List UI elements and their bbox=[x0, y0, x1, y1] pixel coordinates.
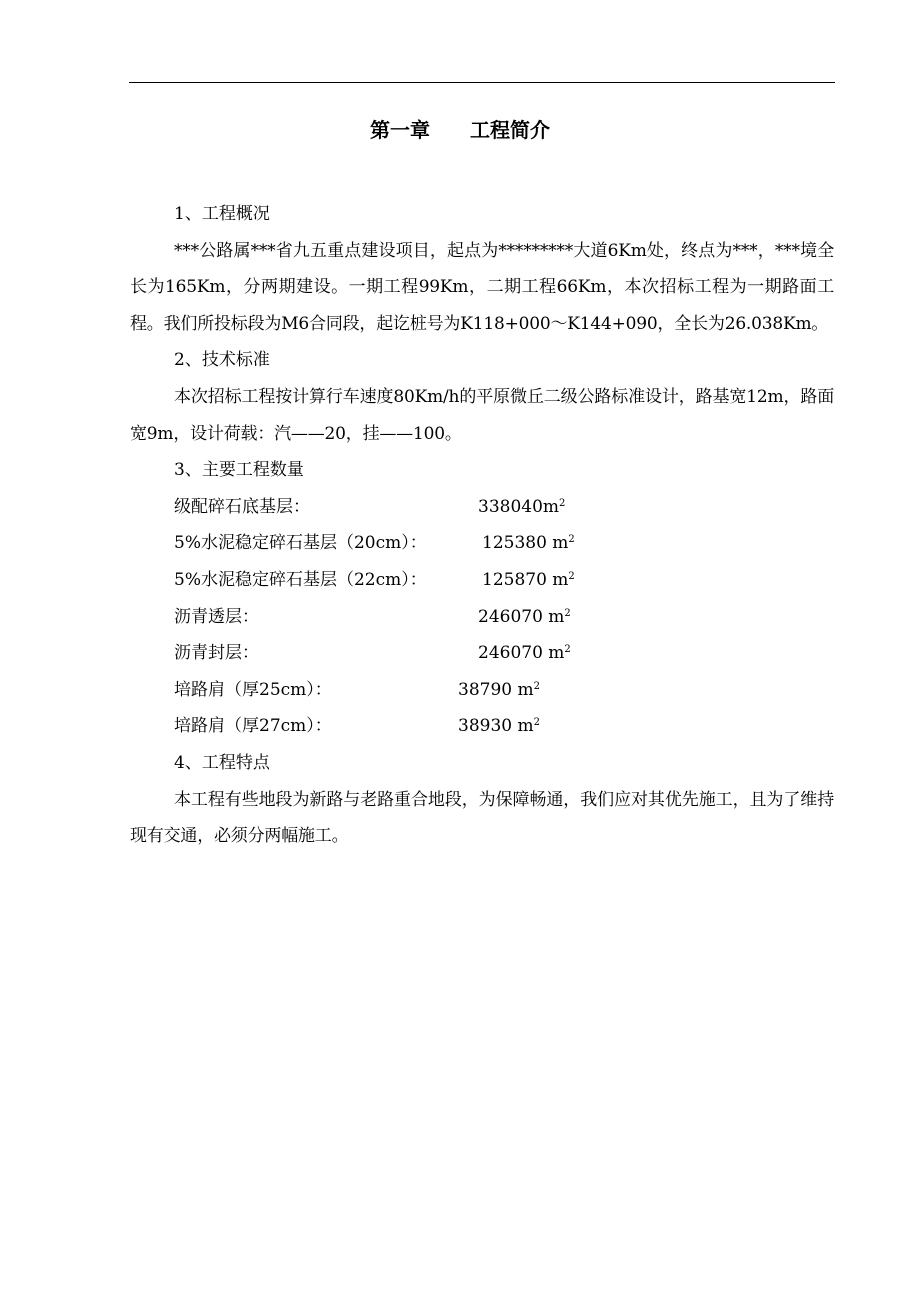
quantity-label: 级配碎石底基层： bbox=[174, 496, 310, 517]
quantity-label: 5%水泥稳定碎石基层（20cm）： bbox=[174, 533, 427, 554]
quantity-value: 38930 $m^2$ bbox=[458, 716, 540, 737]
quantity-row bbox=[130, 599, 834, 636]
quantity-label: 培路肩（厚25cm）： bbox=[174, 679, 332, 700]
standards-paragraph: 本次招标工程按计算行车速度80Km/h的平原微丘二级公路标准设计，路基宽12m，路面宽9m，设计荷载：汽——20，挂——100。 bbox=[130, 386, 834, 444]
quantity-row bbox=[130, 672, 834, 709]
quantity-value: 125380 $m^2$ bbox=[482, 533, 575, 554]
header-rule bbox=[129, 82, 835, 83]
quantity-value: 38790 $m^2$ bbox=[458, 679, 540, 700]
document-body bbox=[130, 196, 834, 855]
quantity-row bbox=[130, 635, 834, 672]
quantity-value: 246070 $m^2$ bbox=[478, 643, 571, 664]
section-heading-standards: 2、技术标准 bbox=[174, 350, 270, 371]
quantity-label: 5%水泥稳定碎石基层（22cm）： bbox=[174, 569, 427, 590]
section-heading-features: 4、工程特点 bbox=[174, 752, 270, 773]
overview-paragraph: ***公路属***省九五重点建设项目，起点为*********大道6Km处，终点为***，***境全长为165Km，分两期建设。一期工程99Km，二期工程66Km，本次招标工程为一期路面工程。我们所投标段为M6合同段，起讫桩号为K118+000～K144+090，全长为26.038Km。 bbox=[130, 240, 834, 334]
quantity-label: 沥青透层： bbox=[174, 606, 259, 627]
chapter-title: 第一章 工程简介 bbox=[370, 118, 550, 142]
quantity-label: 培路肩（厚27cm）： bbox=[174, 716, 332, 737]
quantity-value: $338040m^2$ bbox=[478, 496, 566, 517]
quantity-row bbox=[130, 525, 834, 562]
quantity-label: 沥青封层： bbox=[174, 643, 259, 664]
section-heading-overview: 1、工程概况 bbox=[174, 204, 270, 224]
quantity-value: 125870 $m^2$ bbox=[482, 569, 575, 590]
quantity-row bbox=[130, 489, 834, 526]
quantity-row bbox=[130, 708, 834, 745]
quantity-value: 246070 $m^2$ bbox=[478, 606, 571, 627]
quantity-row bbox=[130, 562, 834, 599]
section-heading-quantities: 3、主要工程数量 bbox=[174, 460, 304, 481]
features-paragraph: 本工程有些地段为新路与老路重合地段，为保障畅通，我们应对其优先施工，且为了维持现有交通，必须分两幅施工。 bbox=[130, 789, 834, 847]
